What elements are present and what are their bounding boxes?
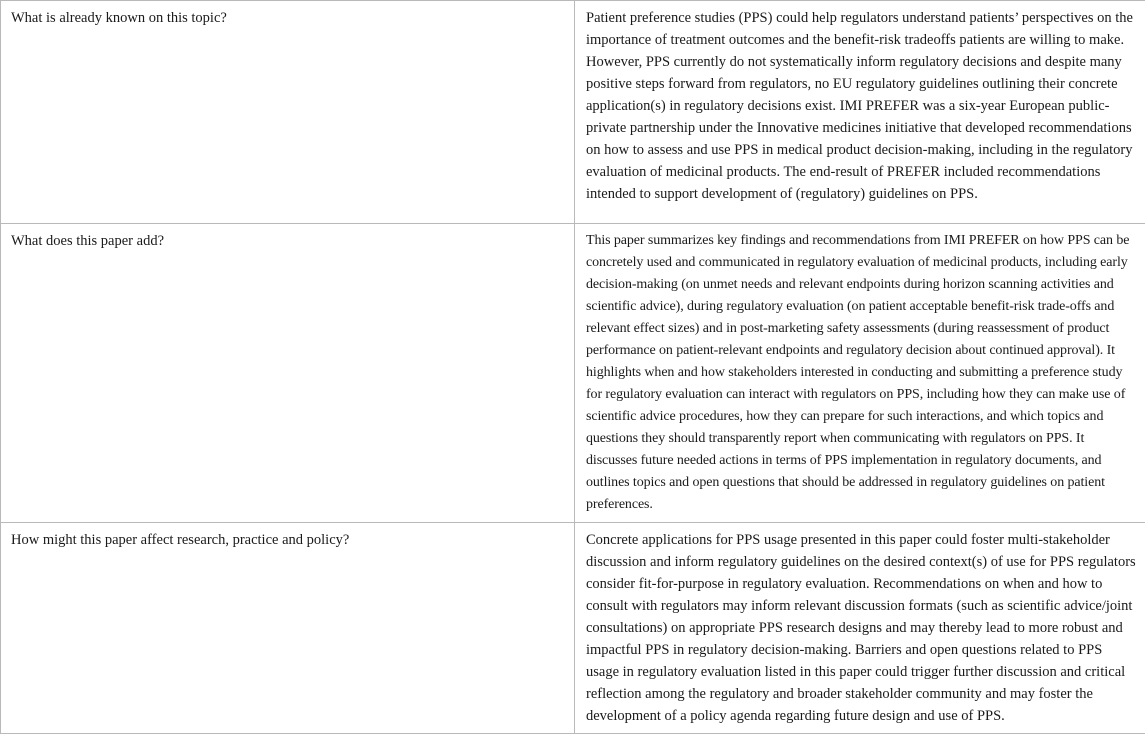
question-text: What does this paper add? bbox=[11, 230, 564, 252]
question-cell bbox=[1, 1, 575, 224]
question-text: What is already known on this topic? bbox=[11, 7, 564, 29]
answer-cell bbox=[575, 224, 1145, 523]
table-row bbox=[1, 224, 1145, 523]
question-cell bbox=[1, 224, 575, 523]
table-row bbox=[1, 523, 1145, 734]
answer-text: Patient preference studies (PPS) could help regulators understand patients’ perspectives on the importance of treatment outcomes and the benefit-risk tradeoffs patients are willing to make. However, PPS currently do not systematically inform regulatory decisions and despite many positive steps forward from regulators, no EU regulatory guidelines outlining their concrete application(s) in regulatory decisions exist. IMI PREFER was a six-year European public-private partnership under the Innovative medicines initiative that developed recommendations on how to assess and use PPS in medical product decision-making, including in the regulatory evaluation of medicinal products. The end-result of PREFER included recommendations intended to support development of (regulatory) guidelines on PPS. bbox=[586, 7, 1137, 205]
question-cell bbox=[1, 523, 575, 734]
answer-text: This paper summarizes key findings and recommendations from IMI PREFER on how PPS can be concretely used and communicated in regulatory evaluation of medicinal products, including early decision-making (on unmet needs and relevant endpoints during horizon scanning activities and scientific advice), during regulatory evaluation (on patient acceptable benefit-risk trade-offs and relevant effect sizes) and in post-marketing safety assessments (during reassessment of product performance on patient-relevant endpoints and regulatory decision about continued approval). It highlights when and how stakeholders interested in conducting and submitting a preference study for regulatory evaluation can interact with regulators on PPS, including how they can make use of scientific advice procedures, how they can prepare for such interactions, and which topics and questions they should transparently report when communicating with regulators on PPS. It discusses future needed actions in terms of PPS implementation in regulatory documents, and outlines topics and open questions that should be addressed in regulatory guidelines on patient preferences. bbox=[586, 230, 1137, 516]
answer-cell bbox=[575, 1, 1145, 224]
question-text: How might this paper affect research, practice and policy? bbox=[11, 529, 564, 551]
answer-text: Concrete applications for PPS usage presented in this paper could foster multi-stakeholder discussion and inform regulatory guidelines on the desired context(s) of use for PPS regulators consider fit-for-purpose in regulatory evaluation. Recommendations on when and how to consult with regulators may inform relevant discussion formats (such as scientific advice/joint consultations) on appropriate PPS research designs and may thereby lead to more robust and impactful PPS in regulatory decision-making. Barriers and open questions related to PPS usage in regulatory evaluation listed in this paper could trigger further discussion and critical reflection among the regulatory and broader stakeholder community and may foster the development of a policy agenda regarding future design and use of PPS. bbox=[586, 529, 1137, 727]
table-row bbox=[1, 1, 1145, 224]
answer-cell bbox=[575, 523, 1145, 734]
